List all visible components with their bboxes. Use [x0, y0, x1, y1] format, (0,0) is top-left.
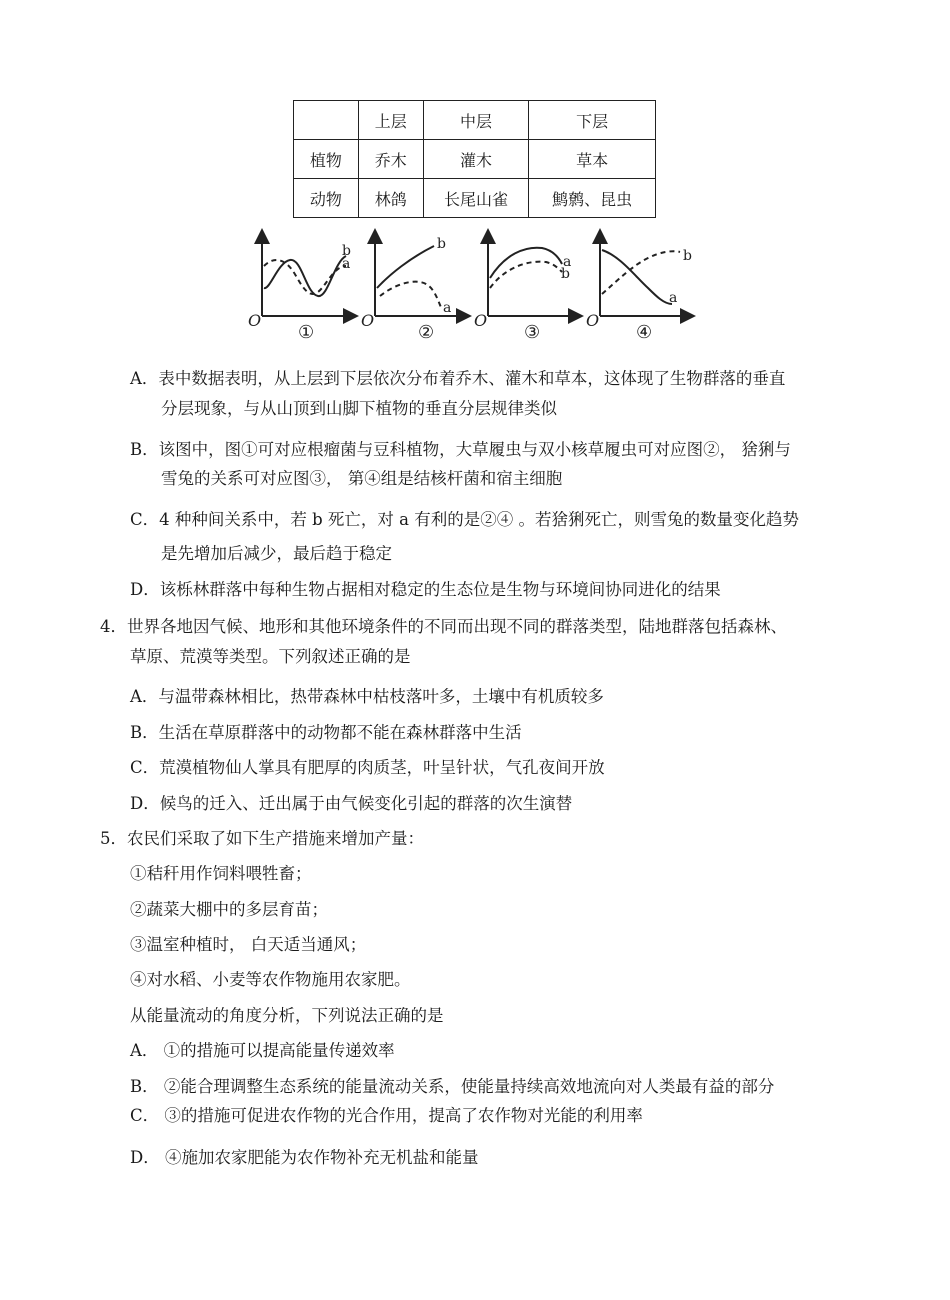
origin-label: O: [248, 311, 262, 330]
q3-option-b-cont: 雪兔的关系可对应图③， 第④组是结核杆菌和宿主细胞: [161, 469, 563, 488]
q5-option-a: A． ①的措施可以提高能量传递效率: [130, 1041, 395, 1060]
table-cell: [294, 101, 359, 140]
q3-option-c-cont: 是先增加后减少，最后趋于稳定: [161, 544, 392, 563]
q3-option-c: C．4 种种间关系中，若 b 死亡，对 a 有利的是②④ 。若猞猁死亡，则雪兔的数量变化趋势: [130, 510, 799, 529]
q4-option-a: A．与温带森林相比，热带森林中枯枝落叶多，土壤中有机质较多: [130, 687, 604, 706]
q4-stem: 4．世界各地因气候、地形和其他环境条件的不同而出现不同的群落类型，陆地群落包括森林、: [100, 617, 787, 636]
q5-stem: 5．农民们采取了如下生产措施来增加产量：: [100, 829, 424, 848]
table-cell: 长尾山雀: [423, 179, 529, 218]
graph-3: [474, 232, 580, 343]
label-a: a: [669, 290, 678, 306]
graph-number: ④: [636, 322, 653, 343]
q5-measure-2: ②蔬菜大棚中的多层育苗；: [130, 900, 328, 919]
curve-b: [377, 246, 434, 288]
table-cell: 鹪鹩、昆虫: [529, 179, 656, 218]
q5-measure-3: ③温室种植时， 白天适当通风；: [130, 935, 367, 954]
table-cell: 中层: [423, 101, 529, 140]
table-cell: 乔木: [358, 140, 423, 179]
q5-option-b: B． ②能合理调整生态系统的能量流动关系，使能量持续高效地流向对人类最有益的部分: [130, 1077, 775, 1096]
label-b: b: [683, 248, 692, 264]
graph-number: ②: [418, 322, 435, 343]
origin-label: O: [361, 311, 375, 330]
q4-option-d: D．候鸟的迁入、迁出属于由气候变化引起的群落的次生演替: [130, 794, 573, 813]
graph-1: [248, 232, 355, 343]
origin-label: O: [474, 311, 488, 330]
label-a: a: [443, 300, 452, 316]
graph-number: ③: [524, 322, 541, 343]
curve-b: [490, 262, 562, 288]
label-b: b: [437, 236, 446, 252]
graph-number: ①: [298, 322, 315, 343]
table-header-row: [294, 101, 656, 140]
table-cell: 灌木: [423, 140, 529, 179]
origin-label: O: [586, 311, 600, 330]
q3-option-a: A．表中数据表明，从上层到下层依次分布着乔木、灌木和草本，这体现了生物群落的垂直: [130, 369, 786, 388]
interaction-graphs: [240, 228, 710, 352]
q3-option-a-cont: 分层现象，与从山顶到山脚下植物的垂直分层规律类似: [161, 399, 557, 418]
table-row: [294, 140, 656, 179]
table-cell: 植物: [294, 140, 359, 179]
curve-a: [380, 282, 442, 310]
table-cell: 草本: [529, 140, 656, 179]
q4-option-c: C．荒漠植物仙人掌具有肥厚的肉质茎，叶呈针状，气孔夜间开放: [130, 758, 605, 777]
table-row: [294, 179, 656, 218]
curve-b: [602, 251, 680, 294]
label-a: a: [563, 254, 572, 270]
q3-option-b: B．该图中，图①可对应根瘤菌与豆科植物，大草履虫与双小核草履虫可对应图②， 猞猁与: [130, 440, 791, 459]
graph-4: [586, 232, 692, 343]
curve-a: [490, 248, 562, 278]
table-cell: 动物: [294, 179, 359, 218]
graph-2: [361, 232, 468, 343]
q4-stem-cont: 草原、荒漠等类型。下列叙述正确的是: [130, 647, 411, 666]
q5-question: 从能量流动的角度分析，下列说法正确的是: [130, 1006, 444, 1025]
label-b: b: [342, 243, 351, 259]
table-cell: 下层: [529, 101, 656, 140]
q5-measure-4: ④对水稻、小麦等农作物施用农家肥。: [130, 970, 411, 989]
label-b: b: [561, 266, 570, 282]
q4-option-b: B．生活在草原群落中的动物都不能在森林群落中生活: [130, 723, 522, 742]
table-cell: 上层: [358, 101, 423, 140]
q5-option-c: C． ③的措施可促进农作物的光合作用，提高了农作物对光能的利用率: [130, 1106, 643, 1125]
layer-table: [293, 100, 656, 218]
curve-a: [602, 250, 672, 304]
q3-option-d: D．该栎林群落中每种生物占据相对稳定的生态位是生物与环境间协同进化的结果: [130, 580, 721, 599]
label-a: a: [342, 256, 351, 272]
q5-measure-1: ①秸秆用作饲料喂牲畜；: [130, 864, 312, 883]
q5-option-d: D． ④施加农家肥能为农作物补充无机盐和能量: [130, 1148, 479, 1167]
table-cell: 林鸽: [358, 179, 423, 218]
